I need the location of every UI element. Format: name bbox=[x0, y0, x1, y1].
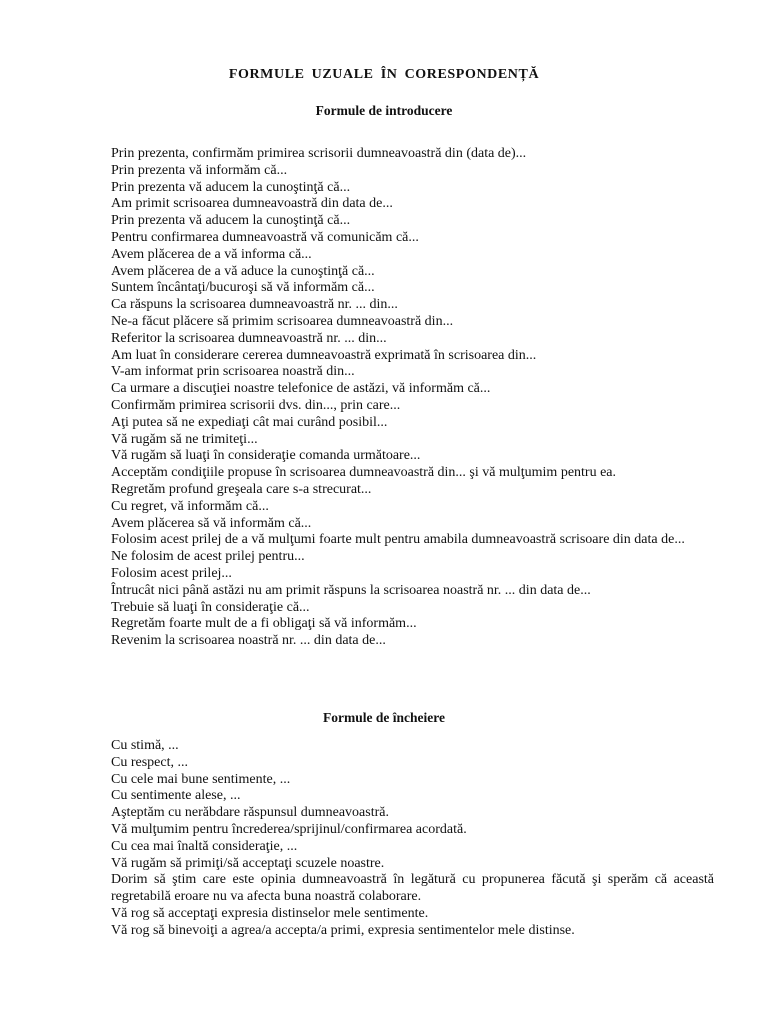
formula-line: Prin prezenta vă aducem la cunoştinţă că... bbox=[111, 179, 351, 195]
formula-line: Cu stimă, ... bbox=[111, 738, 179, 753]
formula-line: Vă rog să acceptaţi expresia distinselor mele sentimente. bbox=[111, 905, 429, 921]
formula-line: Prin prezenta vă informăm că... bbox=[111, 162, 288, 178]
formula-line: Regretăm foarte mult de a fi obligaţi să vă informăm... bbox=[111, 616, 417, 632]
formula-line: Folosim acest prilej... bbox=[111, 565, 232, 581]
closing-heading: Formule de încheiere bbox=[323, 710, 445, 725]
formula-line: Cu cele mai bune sentimente, ... bbox=[111, 771, 291, 787]
formula-line: Ne-a făcut plăcere să primim scrisoarea dumneavoastră din... bbox=[111, 313, 454, 329]
formula-line: Cu respect, ... bbox=[111, 754, 188, 770]
formula-line: Cu regret, vă informăm că... bbox=[111, 498, 269, 514]
intro-heading: Formule de introducere bbox=[315, 103, 453, 118]
formula-line: Aşteptăm cu nerăbdare răspunsul dumneavoastră. bbox=[111, 805, 389, 821]
formula-line: Vă rugăm să luaţi în consideraţie comanda următoare... bbox=[111, 448, 421, 464]
formula-line: Aţi putea să ne expediaţi cât mai curând posibil... bbox=[111, 414, 388, 430]
formula-line: Ne folosim de acest prilej pentru... bbox=[111, 549, 305, 565]
formula-line: Prin prezenta vă aducem la cunoştinţă că... bbox=[111, 213, 351, 229]
formula-line: Trebuie să luaţi în consideraţie că... bbox=[111, 599, 310, 615]
formula-line: Vă mulţumim pentru încrederea/sprijinul/confirmarea acordată. bbox=[111, 821, 467, 837]
formula-line: Prin prezenta, confirmăm primirea scrisorii dumneavoastră din (data de)... bbox=[111, 146, 527, 161]
formula-line: Confirmăm primirea scrisorii dvs. din..., prin care... bbox=[111, 397, 401, 413]
formula-line: Întrucât nici până astăzi nu am primit răspuns la scrisoarea noastră nr. ... din data de... bbox=[111, 582, 591, 598]
formula-line: Am primit scrisoarea dumneavoastră din data de... bbox=[111, 196, 393, 212]
formula-line: Avem plăcerea de a vă informa că... bbox=[111, 246, 312, 262]
formula-line: Cu sentimente alese, ... bbox=[111, 788, 241, 804]
formula-line: Vă rog să binevoiţi a agrea/a accepta/a primi, expresia sentimentelor mele distinse. bbox=[111, 922, 575, 938]
formula-line: Acceptăm condiţiile propuse în scrisoarea dumneavoastră din... şi vă mulţumim pentru ea. bbox=[111, 465, 617, 481]
closing-formulas-list bbox=[111, 738, 714, 940]
formula-line: Vă rugăm să primiţi/să acceptaţi scuzele noastre. bbox=[111, 855, 385, 871]
formula-line: Revenim la scrisoarea noastră nr. ... din data de... bbox=[111, 633, 386, 649]
formula-line: Vă rugăm să ne trimiteţi... bbox=[111, 431, 258, 447]
document-title: FORMULE UZUALE ÎN CORESPONDENȚĂ bbox=[228, 67, 540, 82]
formula-line: Ca răspuns la scrisoarea dumneavoastră nr. ... din... bbox=[111, 297, 398, 313]
formula-line: Ca urmare a discuţiei noastre telefonice de astăzi, vă informăm că... bbox=[111, 381, 491, 397]
formula-line: Avem plăcerea de a vă aduce la cunoştinţă că... bbox=[111, 263, 375, 279]
formula-line: Pentru confirmarea dumneavoastră vă comunicăm că... bbox=[111, 229, 419, 245]
formula-line: Suntem încântaţi/bucuroşi să vă informăm că... bbox=[111, 280, 375, 296]
formula-line: Am luat în considerare cererea dumneavoastră exprimată în scrisoarea din... bbox=[111, 347, 537, 363]
formula-line: Referitor la scrisoarea dumneavoastră nr. ... din... bbox=[111, 330, 387, 346]
formula-line: Cu cea mai înaltă consideraţie, ... bbox=[111, 838, 298, 854]
formula-line: Folosim acest prilej de a vă mulţumi foarte mult pentru amabila dumneavoastră scrisoare din data de... bbox=[111, 532, 685, 548]
formula-line: Regretăm profund greşeala care s-a strecurat... bbox=[111, 481, 372, 497]
formula-line: V-am informat prin scrisoarea noastră din... bbox=[111, 364, 355, 380]
intro-formulas-list bbox=[111, 146, 714, 650]
formula-line: Avem plăcerea să vă informăm că... bbox=[111, 515, 312, 531]
formula-line: Dorim să ştim care este opinia dumneavoastră în legătură cu propunerea făcută şi sperăm că această regretabilă eroare nu va afecta buna noastră colaborare. bbox=[111, 872, 714, 905]
